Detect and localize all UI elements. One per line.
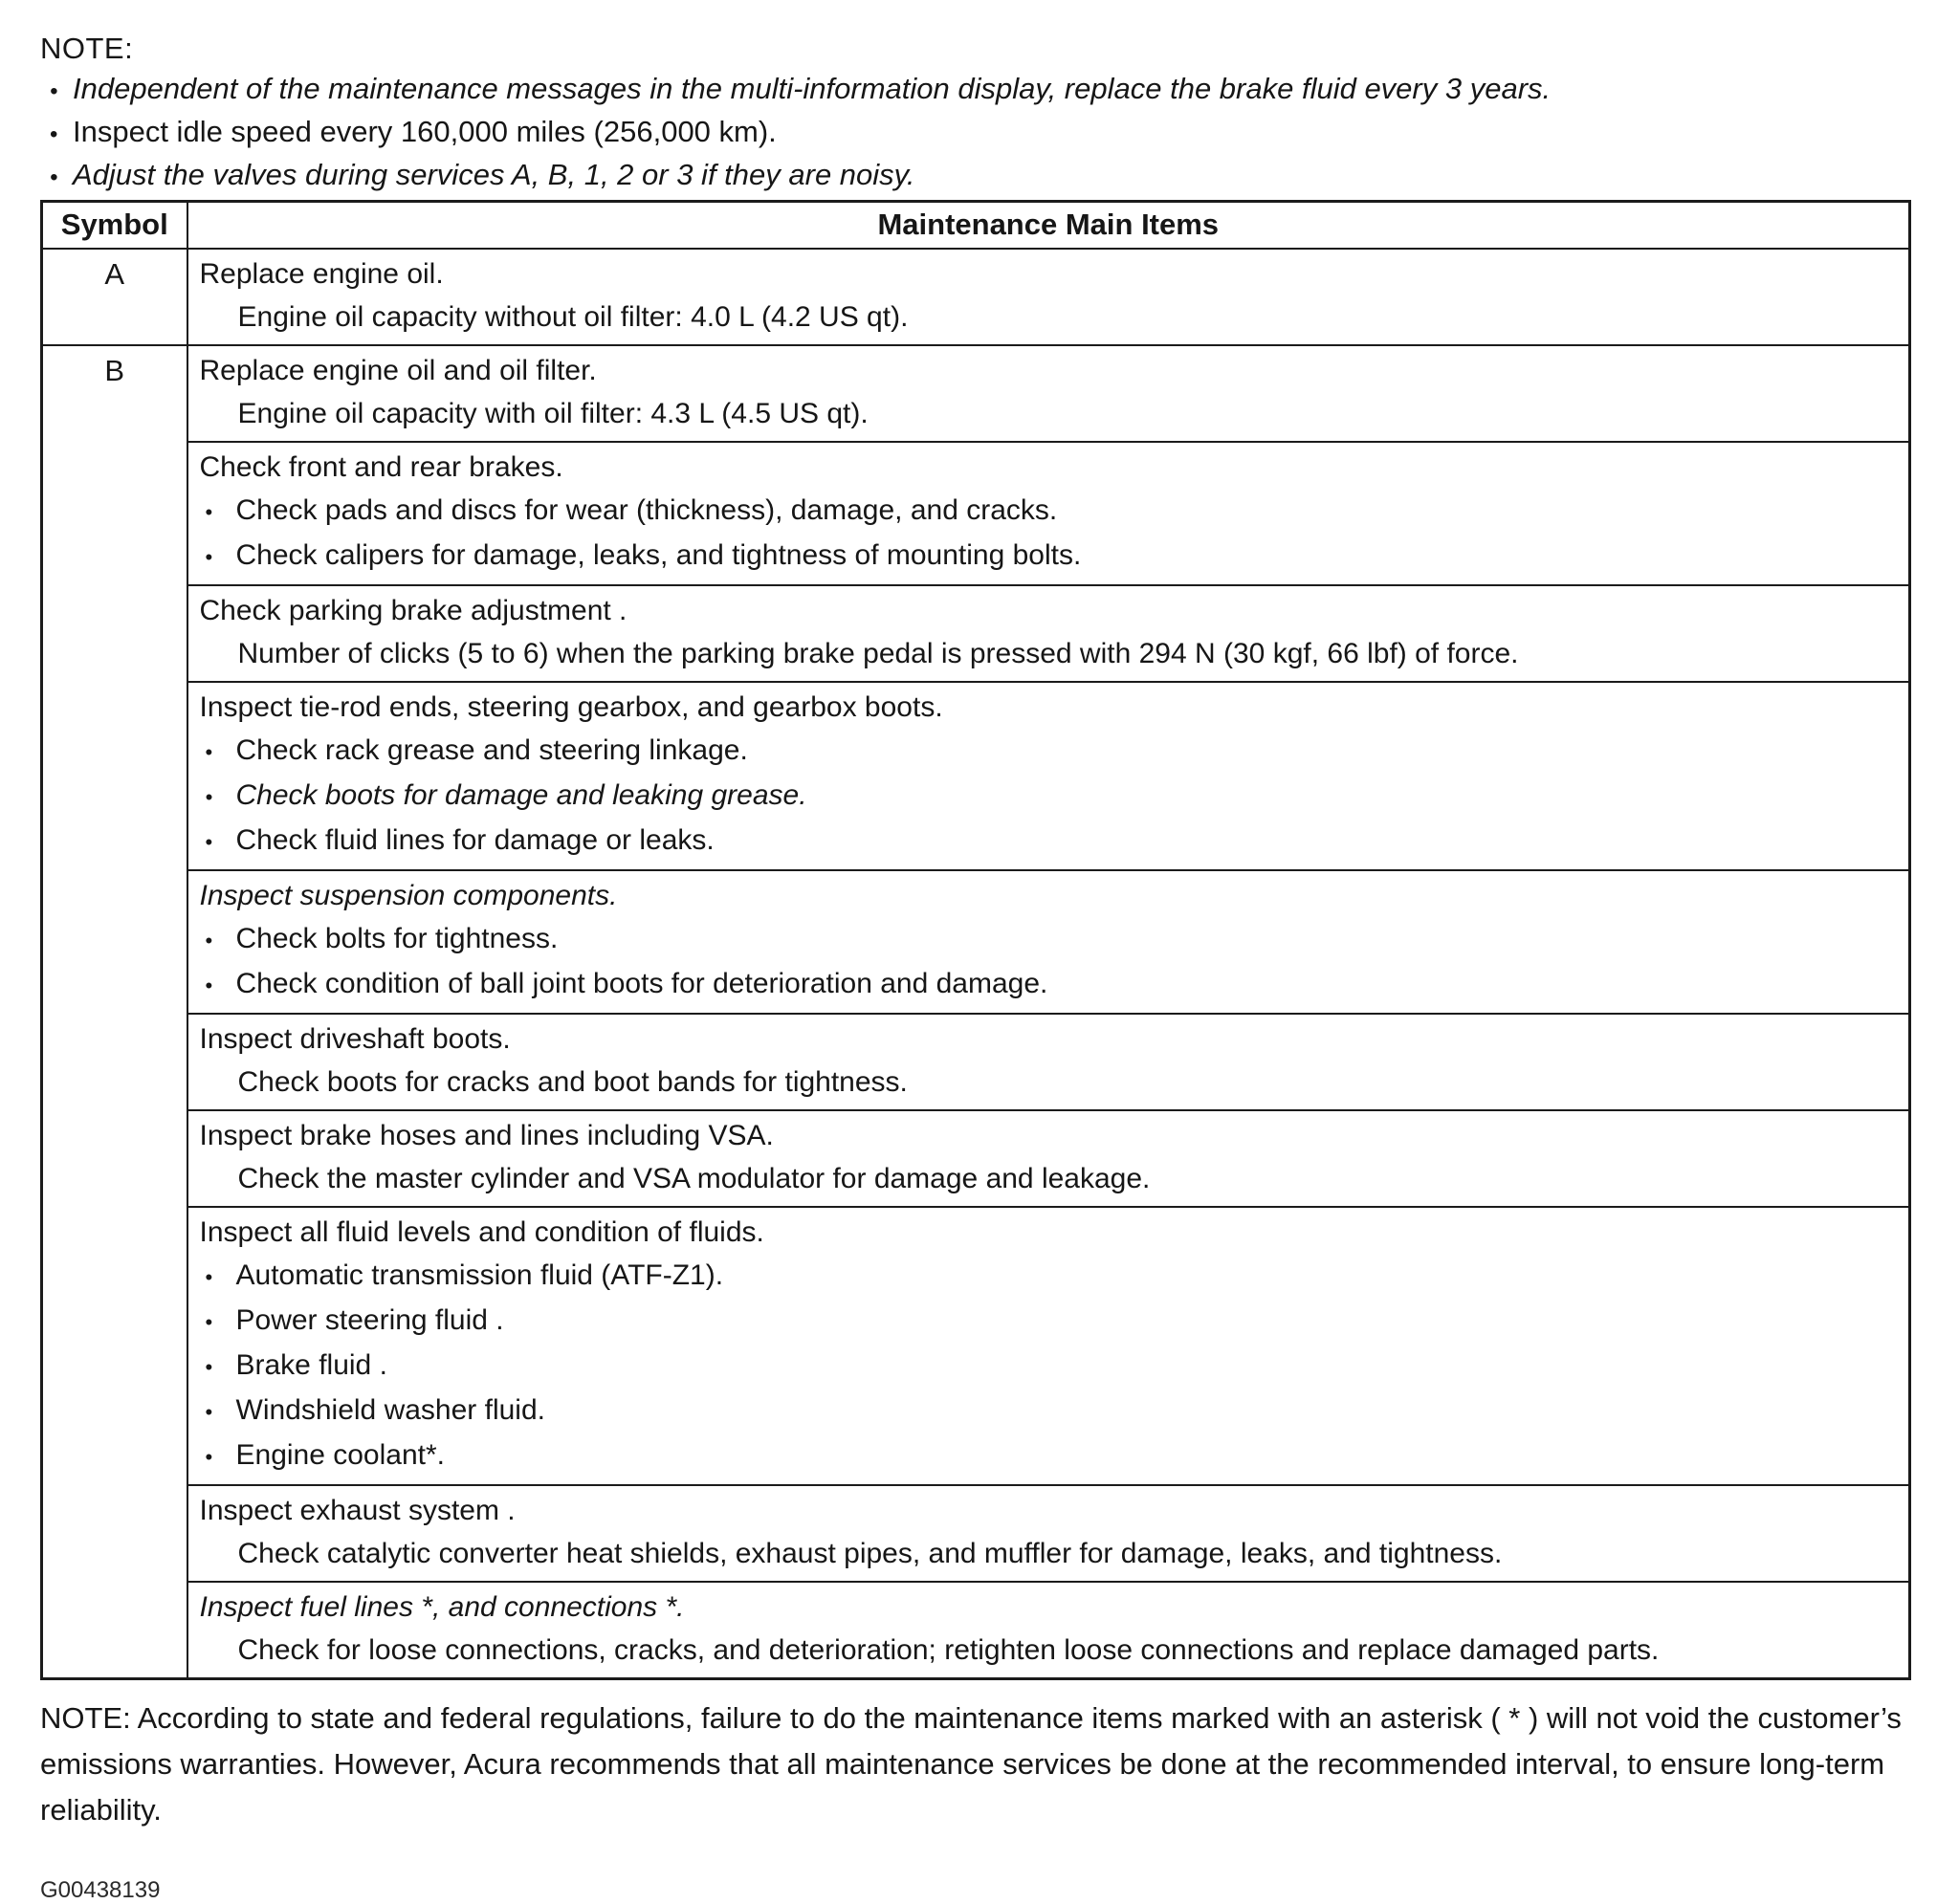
maintenance-item-cell: [187, 442, 1910, 585]
figure-id: G00438139: [40, 1877, 161, 1903]
maintenance-item-cell: [187, 870, 1910, 1014]
maintenance-line: [200, 1254, 1900, 1299]
line-text: Check boots for damage and leaking grease.: [235, 779, 807, 811]
maintenance-line: [200, 489, 1900, 534]
bullet-icon: •: [205, 545, 213, 569]
bullet-icon: •: [205, 830, 213, 854]
bullet-icon: •: [50, 164, 58, 190]
maintenance-line: Check boots for cracks and boot bands for tightness.: [237, 1066, 908, 1098]
table-header: [42, 202, 1910, 250]
maintenance-line: [200, 1299, 1900, 1344]
maintenance-item-cell: [187, 682, 1910, 870]
maintenance-line: Engine oil capacity with oil filter: 4.3 L (4.5 US qt).: [237, 398, 869, 429]
maintenance-item-cell: [187, 585, 1910, 682]
maintenance-line: Check catalytic converter heat shields, exhaust pipes, and muffler for damage, leaks, and tightness.: [237, 1538, 1503, 1569]
table-row: [42, 585, 1910, 682]
header-main-items: Maintenance Main Items: [187, 202, 1910, 250]
maintenance-line: Inspect fuel lines *, and connections *.: [199, 1591, 685, 1623]
maintenance-line: Engine oil capacity without oil filter: 4.0 L (4.2 US qt).: [237, 301, 909, 333]
maintenance-line: Number of clicks (5 to 6) when the parking brake pedal is pressed with 294 N (30 kgf, 66 lbf) of force.: [237, 638, 1519, 669]
table-row: [42, 1207, 1910, 1485]
maintenance-line: [200, 729, 1900, 774]
maintenance-line: [200, 962, 1900, 1007]
maintenance-line: [200, 774, 1900, 819]
table-row: [42, 442, 1910, 585]
top-note: [40, 29, 1911, 198]
maintenance-item-cell: [187, 1582, 1910, 1679]
bullet-icon: •: [50, 78, 58, 104]
maintenance-line: Inspect driveshaft boots.: [199, 1023, 511, 1055]
bullet-icon: •: [205, 785, 213, 809]
note-item-text: Adjust the valves during services A, B, 1, 2 or 3 if they are noisy.: [73, 158, 915, 191]
bullet-icon: •: [205, 1265, 213, 1289]
symbol-cell: A: [42, 249, 187, 345]
note-item-text: Independent of the maintenance messages in the multi-information display, replace the brake fluid every 3 years.: [73, 72, 1552, 105]
table-row: [42, 1582, 1910, 1679]
table-row: [42, 870, 1910, 1014]
symbol-cell: B: [42, 345, 187, 1679]
table-row: [42, 249, 1910, 345]
line-text: Check bolts for tightness.: [235, 923, 559, 954]
bullet-icon: •: [205, 1310, 213, 1334]
top-note-title: NOTE:: [40, 32, 134, 65]
note-item: [40, 69, 1911, 112]
top-note-list: [40, 69, 1911, 198]
maintenance-table: [40, 200, 1911, 1680]
bottom-note: NOTE: According to state and federal regulations, failure to do the maintenance items marked with an asterisk ( * ) will not void the customer’s emissions warranties. However, Acura recommends that all maintenance services be done at the recommended interval, to ensure long-term reliability.: [40, 1701, 1902, 1827]
note-item: [40, 155, 1911, 198]
table-body: [42, 249, 1910, 1679]
maintenance-line: Replace engine oil and oil filter.: [199, 355, 597, 386]
maintenance-line: [200, 1389, 1900, 1433]
table-header-row: [42, 202, 1910, 250]
table-row: [42, 1485, 1910, 1582]
bullet-icon: •: [205, 500, 213, 524]
maintenance-line: [200, 819, 1900, 864]
maintenance-line: Check the master cylinder and VSA modulator for damage and leakage.: [237, 1163, 1151, 1194]
line-text: Engine coolant*.: [235, 1439, 445, 1471]
bullet-icon: •: [205, 740, 213, 764]
table-row: [42, 345, 1910, 442]
maintenance-item-cell: [187, 249, 1910, 345]
maintenance-item-cell: [187, 1207, 1910, 1485]
maintenance-line: Inspect exhaust system .: [199, 1495, 516, 1526]
line-text: Check calipers for damage, leaks, and tightness of mounting bolts.: [235, 539, 1082, 571]
line-text: Windshield washer fluid.: [235, 1394, 545, 1426]
maintenance-line: Check for loose connections, cracks, and deterioration; retighten loose connections and replace damaged parts.: [237, 1634, 1660, 1666]
maintenance-line: Check front and rear brakes.: [199, 451, 563, 483]
maintenance-line: [200, 534, 1900, 579]
maintenance-item-cell: [187, 1110, 1910, 1207]
bullet-icon: •: [205, 974, 213, 997]
maintenance-line: [200, 1344, 1900, 1389]
line-text: Power steering fluid .: [235, 1304, 504, 1336]
line-text: Check pads and discs for wear (thickness), damage, and cracks.: [235, 494, 1058, 526]
maintenance-line: Inspect tie-rod ends, steering gearbox, and gearbox boots.: [199, 691, 943, 723]
line-text: Check condition of ball joint boots for deterioration and damage.: [235, 968, 1048, 999]
maintenance-line: Inspect all fluid levels and condition of fluids.: [199, 1216, 764, 1248]
line-text: Check rack grease and steering linkage.: [235, 734, 748, 766]
bullet-icon: •: [50, 121, 58, 147]
line-text: Check fluid lines for damage or leaks.: [235, 824, 715, 856]
maintenance-item-cell: [187, 1014, 1910, 1110]
table-row: [42, 1110, 1910, 1207]
maintenance-line: Check parking brake adjustment .: [199, 595, 627, 626]
table-row: [42, 682, 1910, 870]
maintenance-line: [200, 917, 1900, 962]
maintenance-line: [200, 1433, 1900, 1478]
table-row: [42, 1014, 1910, 1110]
bullet-icon: •: [205, 1400, 213, 1424]
note-item: [40, 112, 1911, 155]
note-item-text: Inspect idle speed every 160,000 miles (256,000 km).: [73, 115, 777, 148]
bullet-icon: •: [205, 1355, 213, 1379]
bullet-icon: •: [205, 1445, 213, 1469]
maintenance-line: Inspect suspension components.: [199, 880, 618, 911]
maintenance-line: Inspect brake hoses and lines including VSA.: [199, 1120, 774, 1151]
header-symbol: Symbol: [42, 202, 187, 250]
maintenance-item-cell: [187, 345, 1910, 442]
bullet-icon: •: [205, 929, 213, 952]
line-text: Automatic transmission fluid (ATF-Z1).: [235, 1259, 724, 1291]
line-text: Brake fluid .: [235, 1349, 387, 1381]
maintenance-line: Replace engine oil.: [199, 258, 444, 290]
maintenance-item-cell: [187, 1485, 1910, 1582]
